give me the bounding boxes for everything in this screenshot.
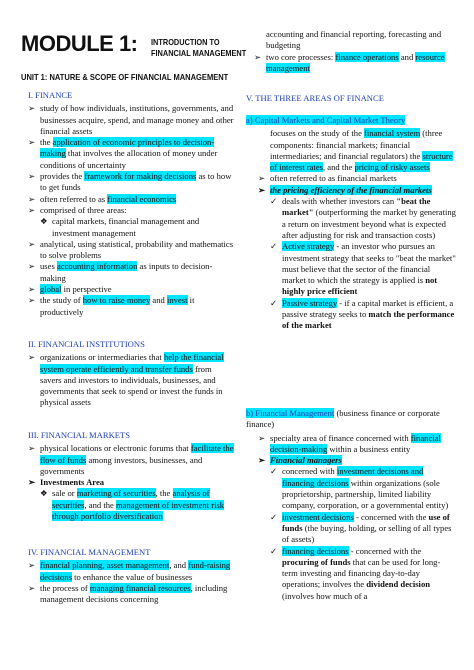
highlight: help the financial system operate efficiently and transfer funds — [40, 352, 224, 374]
section-heading: IV. FINANCIAL MANAGEMENT — [28, 547, 151, 557]
arrow-icon: ➢ — [28, 284, 36, 295]
unit-title: UNIT 1: NATURE & SCOPE OF FINANCIAL MANAGEMENT — [21, 73, 229, 82]
arrow-icon: ➢ — [28, 193, 36, 204]
module-title: MODULE 1: — [21, 31, 138, 56]
arrow-icon: ➢ — [28, 137, 36, 148]
section-heading: V. THE THREE AREAS OF FINANCE — [246, 93, 384, 103]
sub-list-item: ❖ sale or marketing of securities, the analysis of securities, and the management of investment risk through portfolio diversification — [40, 488, 225, 522]
highlight: financing decisions — [282, 545, 349, 556]
list-item: ➢ analytical, using statistical, probability and mathematics to solve problems — [28, 238, 234, 261]
list-item: ➢ the process of managing financial resources, including management decisions concerning — [28, 582, 228, 605]
subsection-heading: b) Financial Management (business finance or corporate finance) — [246, 408, 440, 430]
highlight: financial planning, asset management — [40, 560, 170, 571]
section-heading: II. FINANCIAL INSTITUTIONS — [28, 339, 145, 349]
arrow-icon: ➢ — [28, 560, 36, 571]
list-item: ➢ the study of how to raise money and invest it productively — [28, 295, 195, 317]
list-item — [258, 185, 456, 196]
highlight: Active strategy — [282, 241, 335, 252]
section-financial-markets — [28, 430, 234, 522]
section-financial-institutions — [28, 339, 234, 409]
highlight: financial system — [364, 128, 421, 139]
list-item: ➢ comprised of three areas: — [28, 204, 127, 215]
paragraph: focuses on the study of the financial system (three components: financial markets; financial intermediaries; and financial regulators) the structure of interest rates, and the pricing of risky assets — [270, 128, 453, 173]
highlight: financial economics — [107, 193, 177, 204]
arrow-icon: ➢ — [28, 352, 36, 363]
highlight: invest — [167, 295, 188, 306]
check-icon: ✓ — [270, 196, 278, 207]
check-icon: ✓ — [270, 511, 278, 522]
check-icon: ✓ — [270, 466, 278, 477]
list-item: ➢ often referred to as financial markets — [258, 173, 397, 184]
highlight: investment decisions — [282, 511, 354, 522]
list-item: ➢ Investments Area — [28, 477, 105, 488]
module-subtitle-line2: FINANCIAL MANAGEMENT — [151, 48, 247, 58]
list-item: ➢ study of how individuals, institutions, governments, and businesses acquire, spend, and manage money and other financial assets — [28, 103, 234, 136]
highlight: accounting information — [56, 261, 138, 272]
list-item: ✓ investment decisions - concerned with the use of funds (the buying, holding, or selling of all types of assets) — [270, 511, 452, 545]
highlight: structure of interest rates — [270, 150, 453, 173]
diamond-icon: ❖ — [40, 488, 48, 499]
highlight: global — [40, 284, 62, 295]
list-item: ➢ two core processes: finance operations and resource management — [254, 51, 445, 73]
highlight: Passive strategy — [282, 297, 338, 308]
area-financial-management — [246, 408, 456, 602]
list-item: ✓ financing decisions - concerned with the procuring of funds that can be used for long-term investing and financing day-to-day operations; involves the dividend decision (involves how much of a — [270, 545, 441, 601]
continued-text — [254, 29, 454, 74]
list-item: ➢ global in perspective — [28, 284, 112, 295]
list-item: ✓ Active strategy - an investor who pursues an investment strategy that seeks to "beat the market" must believe that the sector of the financial market to which the strategy is applied is not highly price efficient — [270, 241, 456, 297]
arrow-icon: ➢ — [28, 171, 36, 182]
arrow-icon: ➢ — [258, 455, 266, 466]
list-item — [258, 455, 456, 466]
subsection-heading: a) Capital Markets and Capital Market Theory — [246, 115, 406, 125]
highlight: Financial managers — [270, 455, 342, 466]
section-heading: III. FINANCIAL MARKETS — [28, 430, 131, 440]
arrow-icon: ➢ — [258, 184, 266, 195]
list-item: ➢ uses accounting information as inputs to decision-making — [28, 261, 213, 283]
highlight: application of economic principles to decision-making — [40, 137, 215, 159]
highlight: investment decisions and financing decisions — [282, 466, 424, 488]
list-item: ➢ often referred to as financial economics — [28, 193, 177, 204]
arrow-icon: ➢ — [28, 477, 36, 488]
highlight: how to raise money — [82, 295, 151, 306]
list-item: ✓ Passive strategy - if a capital market is efficient, a passive strategy seeks to match the performance of the market — [270, 297, 455, 331]
arrow-icon: ➢ — [28, 238, 36, 249]
list-item: ➢ financial planning, asset management, and fund-raising decisions to enhance the value of businesses — [28, 560, 231, 582]
list-item: ➢ specialty area of finance concerned with financial decision-making within a business entity — [258, 432, 441, 454]
highlight: management of investment risk through portfolio diversification — [52, 499, 225, 522]
section-finance — [28, 90, 234, 318]
list-item: ➢ physical locations or electronic forums that facilitate the flow of funds among investors, businesses, and governments — [28, 443, 234, 476]
check-icon: ✓ — [270, 241, 278, 252]
arrow-icon: ➢ — [28, 261, 36, 272]
highlight: framework for making decisions — [84, 171, 197, 182]
module-subtitle-line1: INTRODUCTION TO — [151, 38, 220, 47]
arrow-icon: ➢ — [258, 173, 266, 184]
diamond-icon: ❖ — [40, 216, 48, 227]
list-item: ✓ concerned with investment decisions and financing decisions within organizations (sole proprietorship, partnership, limited liability company, corporation, or a governmental entity) — [270, 466, 449, 511]
arrow-icon: ➢ — [28, 443, 36, 454]
highlight: analysis of securities — [52, 488, 210, 510]
arrow-icon: ➢ — [28, 582, 36, 593]
check-icon: ✓ — [270, 297, 278, 308]
paragraph: accounting and financial reporting, forecasting and budgeting — [266, 29, 442, 51]
highlight: facilitate the flow of funds — [40, 443, 234, 465]
check-icon: ✓ — [270, 545, 278, 556]
arrow-icon: ➢ — [258, 432, 266, 443]
list-item: ➢ provides the framework for making decisions as to how to get funds — [28, 171, 232, 193]
highlight: the pricing efficiency of the financial markets — [270, 184, 432, 195]
list-item: ✓ deals with whether investors can "beat the market" (outperforming the market by generating a return on investment beyond what is expected after adjusting for risk and transaction costs) — [270, 196, 456, 240]
highlight: marketing of securities — [76, 488, 156, 499]
arrow-icon: ➢ — [28, 295, 36, 306]
section-heading: I. FINANCE — [28, 90, 73, 100]
list-item: ➢ the application of economic principles to decision-making that involves the allocation of money under conditions of uncertainty — [28, 137, 218, 170]
arrow-icon: ➢ — [28, 103, 36, 114]
highlight: managing financial resources — [89, 582, 191, 593]
list-item: ➢ organizations or intermediaries that help the financial system operate efficiently and transfer funds from savers and investors to individuals, businesses, and governments that seek to spend or invest the funds in physical assets — [28, 352, 224, 408]
arrow-icon: ➢ — [254, 51, 262, 62]
highlight: pricing of risky assets — [354, 162, 430, 173]
area-capital-markets — [246, 115, 456, 332]
highlight: financial decision-making — [270, 432, 441, 454]
highlight: resource management — [266, 51, 445, 73]
module-subtitle — [151, 38, 246, 59]
section-financial-management — [28, 547, 234, 605]
highlight: finance operations — [335, 51, 399, 62]
arrow-icon: ➢ — [28, 204, 36, 215]
highlight: fund-raising decisions — [40, 560, 231, 582]
sub-list-item: ❖ capital markets, financial management and investment management — [40, 216, 200, 238]
